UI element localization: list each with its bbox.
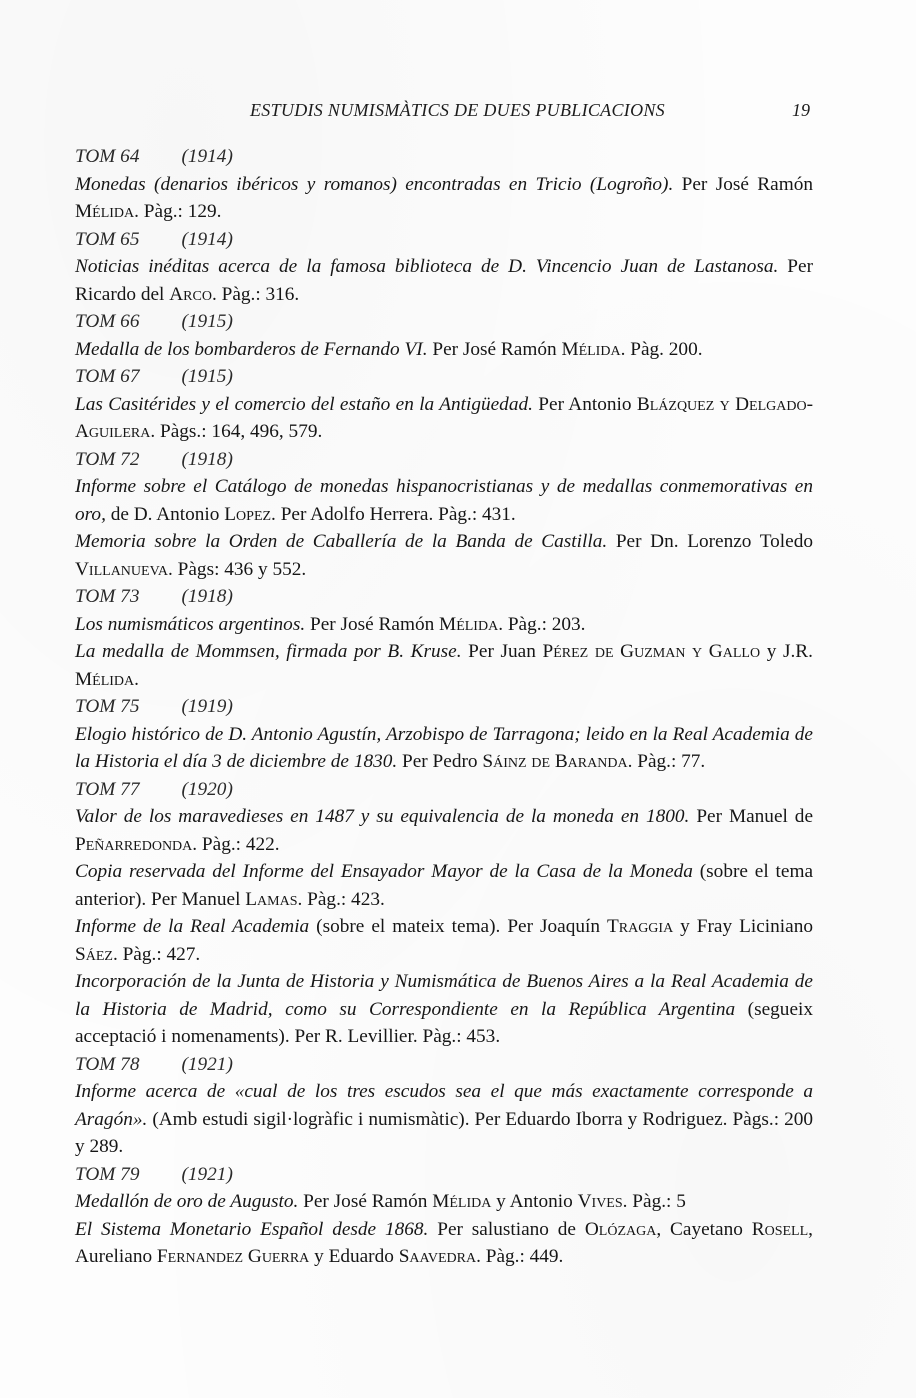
- page-number: 19: [792, 100, 810, 120]
- volume-year: (1919): [181, 696, 233, 717]
- author-surname: Villanueva: [75, 558, 168, 580]
- volume-heading: [75, 776, 813, 804]
- volume-year: (1921): [181, 1053, 233, 1075]
- entry-title: Medallón de oro de Augusto.: [75, 1191, 299, 1212]
- author-surname: Saavedra: [398, 1246, 477, 1267]
- bibliography-entry: Elogio histórico de D. Antonio Agustín, Arzobispo de Tarragona; leido en la Real Academia de la Historia el día 3 de diciembre de 1830. Per Pedro Sáinz de Baranda. Pàg.: 77.: [75, 723, 813, 772]
- author-surname: Blázquez y Delgado-Aguilera: [75, 393, 813, 442]
- volume-year: (1915): [181, 366, 233, 387]
- author-surname: Rosell: [751, 1218, 809, 1240]
- bibliography-entry: Monedas (denarios ibéricos y romanos) encontradas en Tricio (Logroño). Per José Ramón Mélida. Pàg.: 129.: [75, 173, 813, 222]
- bibliography-entry: Valor de los maravedieses en 1487 y su equivalencia de la moneda en 1800. Per Manuel de Peñarredonda. Pàg.: 422.: [75, 806, 813, 855]
- volume-heading: [75, 1051, 813, 1079]
- volume-heading: [75, 1161, 813, 1189]
- author-surname: Fernandez Guerra: [156, 1246, 310, 1267]
- volume-year: (1921): [181, 1163, 233, 1185]
- volume-heading: [75, 446, 813, 474]
- volume-number: TOM 64: [75, 146, 140, 167]
- bibliography-entry: Memoria sobre la Orden de Caballería de la Banda de Castilla. Per Dn. Lorenzo Toledo Villanueva. Pàgs: 436 y 552.: [75, 531, 814, 580]
- author-surname: Olózaga: [584, 1218, 657, 1240]
- volume-year: (1920): [181, 778, 233, 800]
- bibliography-entry: Medalla de los bombarderos de Fernando VI. Per José Ramón Mélida. Pàg. 200.: [75, 338, 703, 360]
- author-surname: Mélida: [561, 338, 621, 360]
- entry-title: Las Casitérides y el comercio del estaño en la Antigüedad.: [75, 393, 533, 415]
- volume-year: (1914): [181, 146, 233, 167]
- volume-heading: [75, 363, 813, 391]
- bibliography-entry: Incorporación de la Junta de Historia y Numismática de Buenos Aires a la Real Academia de la Historia de Madrid, como su Correspondiente en la República Argentina (segueix acceptació i nomenaments). Per R. Levillier. Pàg.: 453.: [75, 971, 814, 1047]
- author-surname: Mélida: [432, 1191, 492, 1212]
- entry-title: Informe de la Real Academia: [75, 916, 310, 937]
- volume-heading: [75, 583, 813, 611]
- running-header: ESTUDIS NUMISMÀTICS DE DUES PUBLICACIONS: [250, 100, 665, 120]
- entry-title: El Sistema Monetario Español desde 1868.: [75, 1218, 429, 1240]
- volume-heading: [75, 693, 813, 721]
- volume-year: (1914): [181, 228, 233, 250]
- volume-number: TOM 77: [75, 778, 140, 800]
- entry-title: Monedas (denarios ibéricos y romanos) encontradas en Tricio (Logroño).: [75, 173, 674, 195]
- bibliography-entry: Medallón de oro de Augusto. Per José Ramón Mélida y Antonio Vives. Pàg.: 5: [75, 1191, 686, 1212]
- bibliography-entry: Copia reservada del Informe del Ensayador Mayor de la Casa de la Moneda (sobre el tema anterior). Per Manuel Lamas. Pàg.: 423.: [75, 861, 814, 910]
- author-surname: Pérez de Guzman y Gallo: [542, 641, 761, 662]
- author-surname: Peñarredonda: [75, 833, 193, 855]
- volume-number: TOM 65: [75, 228, 140, 250]
- volume-number: TOM 72: [75, 448, 140, 470]
- bibliography-entry: Los numismáticos argentinos. Per José Ramón Mélida. Pàg.: 203.: [75, 613, 586, 635]
- author-surname: Mélida: [439, 613, 499, 635]
- volume-heading: [75, 143, 813, 171]
- volume-year: (1918): [181, 586, 233, 607]
- author-surname: Lamas: [245, 888, 298, 910]
- author-surname: Mélida: [75, 668, 135, 690]
- volume-number: TOM 78: [75, 1053, 140, 1075]
- author-surname: Arco: [169, 283, 212, 305]
- entry-title: Los numismáticos argentinos.: [75, 613, 306, 635]
- author-surname: Traggia: [606, 916, 674, 937]
- volume-number: TOM 66: [75, 311, 140, 332]
- entries-list: [75, 143, 813, 1271]
- author-surname: Sáez: [75, 943, 113, 965]
- bibliography-entry: El Sistema Monetario Español desde 1868. Per salustiano de Olózaga, Cayetano Rosell, Aureliano Fernandez Guerra y Eduardo Saavedra. Pàg.: 449.: [75, 1218, 813, 1267]
- entry-title: Informe acerca de «cual de los tres escudos sea el que más exactamente corresponde a Aragón».: [75, 1081, 813, 1130]
- entry-title: Noticias inéditas acerca de la famosa biblioteca de D. Vincencio Juan de Lastanosa.: [75, 256, 779, 277]
- entry-title: Medalla de los bombarderos de Fernando VI.: [75, 338, 428, 360]
- volume-number: TOM 73: [75, 586, 140, 607]
- entry-title: Incorporación de la Junta de Historia y Numismática de Buenos Aires a la Real Academia de la Historia de Madrid, como su Correspondiente en la República Argentina: [75, 971, 813, 1020]
- entry-title: Memoria sobre la Orden de Caballería de la Banda de Castilla.: [75, 531, 608, 552]
- author-surname: Vives: [577, 1191, 623, 1212]
- bibliography-entry: Informe acerca de «cual de los tres escudos sea el que más exactamente corresponde a Aragón». (Amb estudi sigil·logràfic i numismàtic). Per Eduardo Iborra y Rodriguez. Pàgs.: 200 y 289.: [75, 1081, 813, 1157]
- author-surname: Lopez: [224, 503, 272, 525]
- volume-number: TOM 75: [75, 696, 140, 717]
- volume-number: TOM 67: [75, 366, 140, 387]
- bibliography-entry: La medalla de Mommsen, firmada por B. Kruse. Per Juan Pérez de Guzman y Gallo y J.R. Mélida.: [75, 641, 813, 690]
- entry-title: Valor de los maravedieses en 1487 y su equivalencia de la moneda en 1800.: [75, 806, 690, 827]
- entry-title: Elogio histórico de D. Antonio Agustín, Arzobispo de Tarragona; leido en la Real Academia de la Historia el día 3 de diciembre de 1830.: [75, 723, 813, 772]
- entry-title: Informe sobre el Catálogo de monedas hispanocristianas y de medallas conmemorativas en oro,: [75, 476, 813, 525]
- volume-heading: [75, 308, 813, 336]
- bibliography-entry: Informe sobre el Catálogo de monedas hispanocristianas y de medallas conmemorativas en oro, de D. Antonio Lopez. Per Adolfo Herrera. Pàg.: 431.: [75, 476, 813, 525]
- volume-heading: [75, 226, 813, 254]
- entry-title: La medalla de Mommsen, firmada por B. Kruse.: [75, 641, 462, 662]
- bibliography-entry: Noticias inéditas acerca de la famosa biblioteca de D. Vincencio Juan de Lastanosa. Per Ricardo del Arco. Pàg.: 316.: [75, 256, 814, 305]
- author-surname: Sáinz de Baranda: [482, 751, 628, 772]
- entry-title: Copia reservada del Informe del Ensayador Mayor de la Casa de la Moneda: [75, 861, 693, 882]
- volume-year: (1918): [181, 448, 233, 470]
- volume-year: (1915): [181, 311, 233, 332]
- author-surname: Mélida: [75, 201, 135, 222]
- bibliography-entry: Informe de la Real Academia (sobre el mateix tema). Per Joaquín Traggia y Fray Liciniano Sáez. Pàg.: 427.: [75, 916, 813, 965]
- volume-number: TOM 79: [75, 1163, 140, 1185]
- bibliography-entry: Las Casitérides y el comercio del estaño en la Antigüedad. Per Antonio Blázquez y Delgado-Aguilera. Pàgs.: 164, 496, 579.: [75, 393, 813, 442]
